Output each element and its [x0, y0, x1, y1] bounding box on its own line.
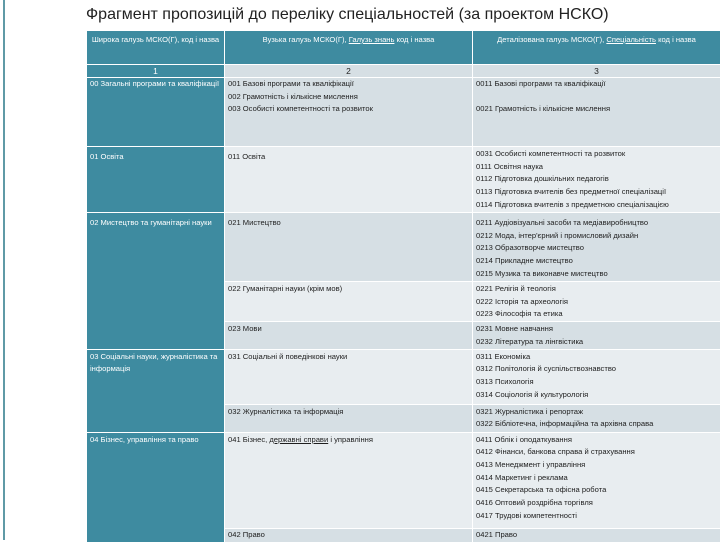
narrow-field-cell: 042 Право: [225, 528, 473, 542]
narrow-field-suffix: і управління: [328, 435, 373, 444]
header-detailed-underlined: Спеціальність: [606, 35, 656, 44]
narrow-field-line: 003 Особисті компетентності та розвиток: [228, 103, 469, 116]
narrow-field-underlined: державні справи: [269, 435, 328, 444]
broad-field-cell: 03 Соціальні науки, журналістика та інформація: [87, 349, 225, 432]
detailed-field-line: 0421 Право: [476, 529, 717, 542]
detailed-field-line: 0414 Маркетинг і реклама: [476, 472, 717, 485]
detailed-field-line: 0413 Менеджмент і управління: [476, 459, 717, 472]
broad-field-cell: 02 Мистецтво та гуманітарні науки: [87, 213, 225, 350]
detailed-field-line: 0321 Журналістика і репортаж: [476, 406, 717, 419]
detailed-field-line: 0312 Політологія й суспільствознавство: [476, 363, 717, 376]
header-detailed-field: [473, 31, 720, 65]
detailed-field-line: 0212 Мода, інтер'єрний і промисловий дизайн: [476, 230, 717, 243]
table-row: [87, 78, 720, 147]
detailed-field-line: 0213 Образотворче мистецтво: [476, 242, 717, 255]
detailed-field-line: 0232 Література та лінгвістика: [476, 336, 717, 349]
page-title: Фрагмент пропозицій до переліку спеціальностей (за проектом НСКО): [86, 6, 720, 24]
detailed-field-line: 0223 Філософія та етика: [476, 308, 717, 321]
header-broad-field: Широка галузь МСКО(Г), код і назва: [87, 31, 225, 65]
header-narrow-prefix: Вузька галузь МСКО(Г),: [263, 35, 349, 44]
detailed-field-line: 0112 Підготовка дошкільних педагогів: [476, 173, 717, 186]
column-number-row: [87, 65, 720, 78]
header-detailed-suffix: код і назва: [656, 35, 696, 44]
table-row: [87, 432, 720, 528]
column-number-3: 3: [473, 65, 720, 78]
detailed-field-line: 0111 Освітня наука: [476, 161, 717, 174]
detailed-field-line: 0415 Секретарська та офісна робота: [476, 484, 717, 497]
detailed-field-line: 0313 Психологія: [476, 376, 717, 389]
detailed-field-cell: [473, 147, 720, 213]
detailed-field-line: 0011 Базові програми та кваліфікації: [476, 78, 717, 91]
narrow-field-cell: 021 Мистецтво: [225, 213, 473, 282]
header-narrow-field: [225, 31, 473, 65]
narrow-field-cell: 031 Соціальні й поведінкові науки: [225, 349, 473, 404]
broad-field-cell: 04 Бізнес, управління та право: [87, 432, 225, 542]
detailed-field-cell: [473, 432, 720, 528]
narrow-field-line: 001 Базові програми та кваліфікації: [228, 78, 469, 91]
specialties-table: [86, 30, 720, 543]
detailed-field-cell: [473, 78, 720, 147]
detailed-field-line: 0021 Грамотність і кількісне мислення: [476, 103, 717, 116]
detailed-field-cell: [473, 213, 720, 282]
narrow-field-cell: 023 Мови: [225, 322, 473, 349]
detailed-field-cell: [473, 349, 720, 404]
detailed-field-line: 0215 Музика та виконавче мистецтво: [476, 268, 717, 281]
detailed-field-line: 0417 Трудові компетентності: [476, 510, 717, 523]
narrow-field-cell: [225, 78, 473, 147]
left-accent-rule: [3, 0, 5, 540]
narrow-field-cell: 022 Гуманітарні науки (крім мов): [225, 282, 473, 322]
header-narrow-suffix: код і назва: [394, 35, 434, 44]
header-row: [87, 31, 720, 65]
narrow-field-cell: [225, 432, 473, 528]
broad-field-cell: 01 Освіта: [87, 147, 225, 213]
header-narrow-underlined: Галузь знань: [349, 35, 395, 44]
detailed-field-cell: [473, 282, 720, 322]
narrow-field-prefix: 041 Бізнес,: [228, 435, 269, 444]
detailed-field-line: 0311 Економіка: [476, 351, 717, 364]
detailed-field-line: 0411 Облік і оподаткування: [476, 434, 717, 447]
detailed-field-line: 0031 Особисті компетентності та розвиток: [476, 148, 717, 161]
column-number-2: 2: [225, 65, 473, 78]
header-detailed-prefix: Деталізована галузь МСКО(Г),: [497, 35, 606, 44]
table-row: [87, 349, 720, 404]
detailed-field-line: 0222 Історія та археологія: [476, 296, 717, 309]
detailed-field-line: 0221 Релігія й теологія: [476, 283, 717, 296]
broad-field-cell: 00 Загальні програми та кваліфікації: [87, 78, 225, 147]
detailed-field-line: 0412 Фінанси, банкова справа й страхування: [476, 446, 717, 459]
detailed-field-line: 0416 Оптовий роздрібна торгівля: [476, 497, 717, 510]
detailed-field-line: 0314 Соціологія й культурологія: [476, 389, 717, 402]
column-number-1: 1: [87, 65, 225, 78]
table-row: [87, 213, 720, 282]
narrow-field-line: 002 Грамотність і кількісне мислення: [228, 91, 469, 104]
detailed-field-cell: [473, 404, 720, 432]
detailed-field-line: 0114 Підготовка вчителів з предметною спеціалізацією: [476, 199, 717, 212]
narrow-field-cell: 032 Журналістика та інформація: [225, 404, 473, 432]
detailed-field-line: 0231 Мовне навчання: [476, 323, 717, 336]
narrow-field-cell: 011 Освіта: [225, 147, 473, 213]
detailed-field-line: 0113 Підготовка вчителів без предметної спеціалізації: [476, 186, 717, 199]
detailed-field-cell: [473, 322, 720, 349]
detailed-field-line: 0214 Прикладне мистецтво: [476, 255, 717, 268]
detailed-field-line: 0322 Бібліотечна, інформаційна та архівна справа: [476, 418, 717, 431]
detailed-field-line: 0211 Аудіовізуальні засоби та медіавиробництво: [476, 217, 717, 230]
table-row: [87, 147, 720, 213]
